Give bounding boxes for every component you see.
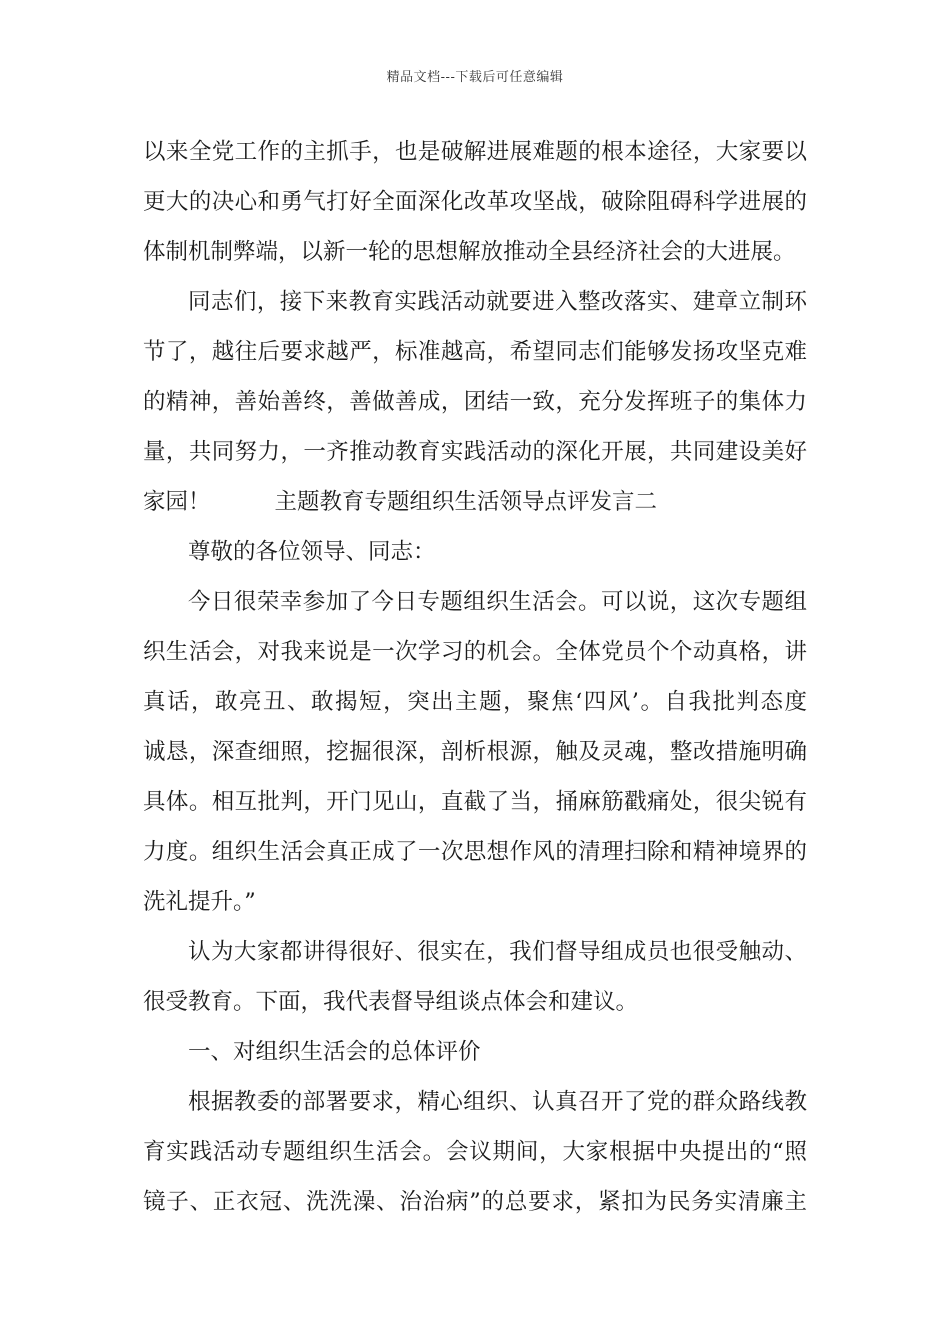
text-line-content: 根据教委的部署要求，精心组织、认真召开了党的群众路线教 <box>188 1089 807 1115</box>
document-body <box>143 127 807 1227</box>
text-line <box>143 377 807 427</box>
text-line <box>143 677 807 727</box>
text-line-content: 体制机制弊端，以新一轮的思想解放推动全县经济社会的大进展。 <box>143 239 796 265</box>
text-line-content: 节了，越往后要求越严，标准越高，希望同志们能够发扬攻坚克难 <box>143 339 807 365</box>
text-line-content: 量，共同努力，一齐推动教育实践活动的深化开展，共同建设美好 <box>143 439 807 465</box>
text-line <box>143 1127 807 1177</box>
text-line-content: 诚恳，深查细照，挖掘很深，剖析根源，触及灵魂，整改措施明确 <box>143 739 807 765</box>
text-line-content: 镜子、正衣冠、洗洗澡、治治病”的总要求，紧扣为民务实清廉主 <box>143 1189 807 1215</box>
text-line <box>143 477 807 527</box>
text-line <box>143 1077 807 1127</box>
section-title: 主题教育专题组织生活领导点评发言二 <box>274 489 658 515</box>
text-line-content: 育实践活动专题组织生活会。会议期间，大家根据中央提出的“照 <box>143 1139 807 1165</box>
text-line-content: 家园！ <box>143 489 211 515</box>
text-line <box>143 127 807 177</box>
text-line <box>143 1027 807 1077</box>
text-line <box>143 527 807 577</box>
text-line <box>143 427 807 477</box>
page-header: 精品文档---下载后可任意编辑 <box>386 70 564 85</box>
text-line <box>143 777 807 827</box>
text-line <box>143 977 807 1027</box>
text-line-content: 的精神，善始善终，善做善成，团结一致，充分发挥班子的集体力 <box>143 389 807 415</box>
text-line <box>143 827 807 877</box>
text-line <box>143 577 807 627</box>
text-line-content: 今日很荣幸参加了今日专题组织生活会。可以说，这次专题组 <box>188 589 807 615</box>
text-line <box>143 727 807 777</box>
text-line-content: 具体。相互批判，开门见山，直截了当，捅麻筋戳痛处，很尖锐有 <box>143 789 807 815</box>
text-line <box>143 277 807 327</box>
text-line <box>143 177 807 227</box>
text-line <box>143 877 807 927</box>
text-line <box>143 627 807 677</box>
text-line-content: 更大的决心和勇气打好全面深化改革攻坚战，破除阻碍科学进展的 <box>143 189 807 215</box>
text-line-content: 真话，敢亮丑、敢揭短，突出主题，聚焦‘四风’。自我批判态度 <box>143 689 807 715</box>
text-line-content: 很受教育。下面，我代表督导组谈点体会和建议。 <box>143 989 639 1015</box>
text-line-content: 力度。组织生活会真正成了一次思想作风的清理扫除和精神境界的 <box>143 839 807 865</box>
text-line-content: 认为大家都讲得很好、很实在，我们督导组成员也很受触动、 <box>188 939 807 965</box>
text-line-content: 织生活会，对我来说是一次学习的机会。全体党员个个动真格，讲 <box>143 639 807 665</box>
text-line <box>143 327 807 377</box>
text-line <box>143 227 807 277</box>
text-line-content: 同志们，接下来教育实践活动就要进入整改落实、建章立制环 <box>188 289 807 315</box>
text-line <box>143 1177 807 1227</box>
text-line <box>143 927 807 977</box>
text-line-content: 尊敬的各位领导、同志： <box>188 539 436 565</box>
text-line-content: 洗礼提升。” <box>143 889 256 915</box>
text-line-content: 以来全党工作的主抓手，也是破解进展难题的根本途径，大家要以 <box>143 139 807 165</box>
text-line-content: 一、对组织生活会的总体评价 <box>188 1039 481 1065</box>
